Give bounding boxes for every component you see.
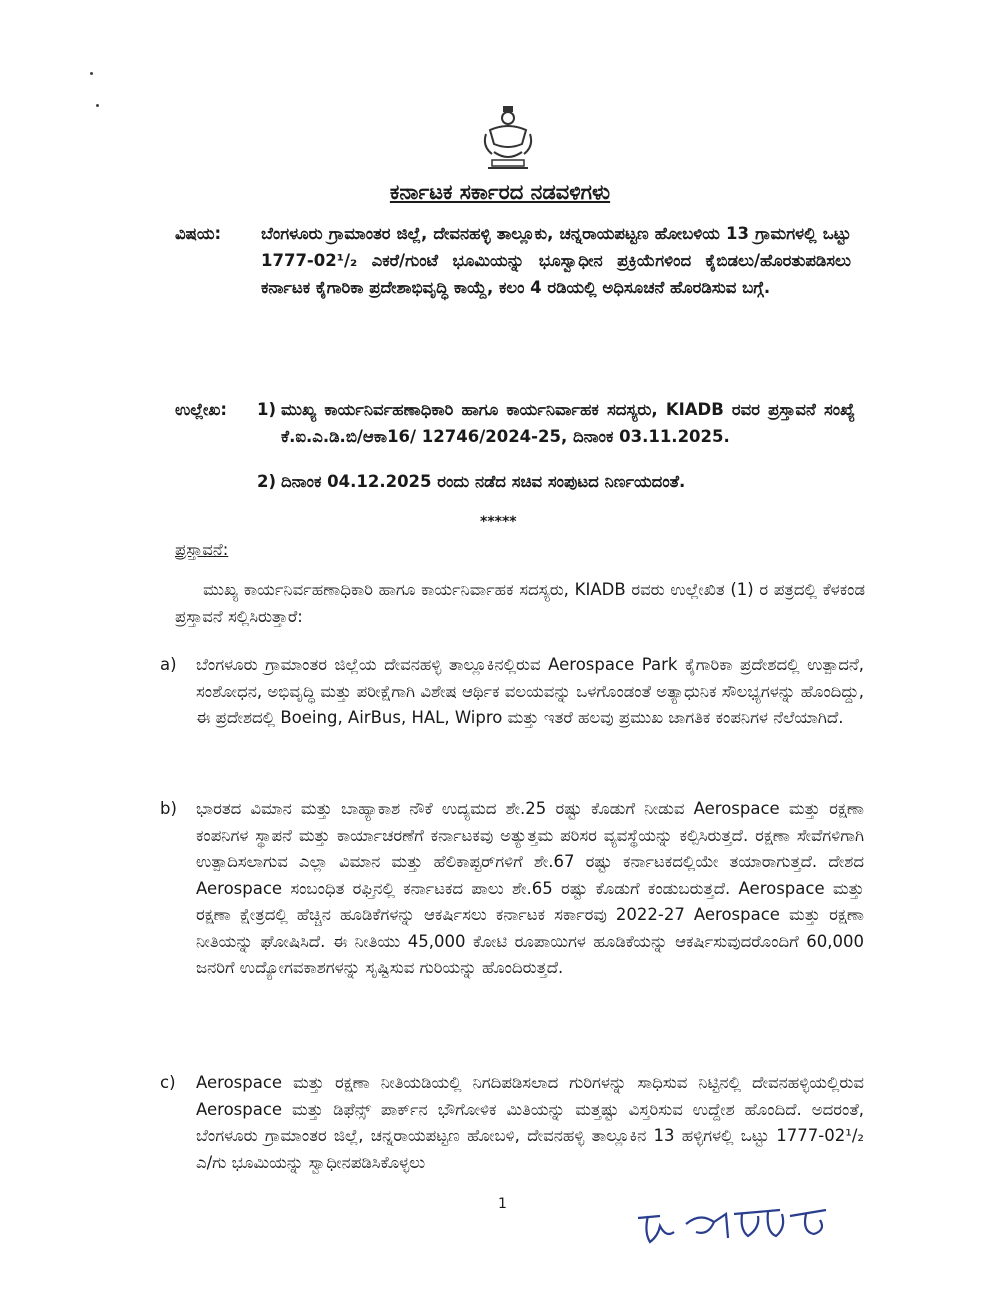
subject-text: ಬೆಂಗಳೂರು ಗ್ರಾಮಾಂತರ ಜಿಲ್ಲೆ, ದೇವನಹಳ್ಳಿ ತಾಲ್ಲೂಕು, ಚನ್ನರಾಯಪಟ್ಟಣ ಹೋಬಳಿಯ 13 ಗ್ರಾಮಗಳಲ್ಲಿ ಒಟ್ಟು 1777-02¹/₂ ಎಕರೆ/ಗುಂಟೆ ಭೂಮಿಯನ್ನು ಭೂಸ್ವಾಧೀನ ಪ್ರಕ್ರಿಯೆಗಳಿಂದ ಕೈಬಿಡಲು/ಹೊರತುಪಡಿಸಲು ಕರ್ನಾಟಕ ಕೈಗಾರಿಕಾ ಪ್ರದೇಶಾಭಿವೃದ್ಧಿ ಕಾಯ್ದೆ, ಕಲಂ 4 ರಡಿಯಲ್ಲಿ ಅಧಿಸೂಚನೆ ಹೊರಡಿಸುವ ಬಗ್ಗೆ. xyxy=(261,224,851,297)
reference-text: ಮುಖ್ಯ ಕಾರ್ಯನಿರ್ವಹಣಾಧಿಕಾರಿ ಹಾಗೂ ಕಾರ್ಯನಿರ್ವಾಹಕ ಸದಸ್ಯರು, KIADB ರವರ ಪ್ರಸ್ತಾವನೆ ಸಂಖ್ಯೆ ಕೆ.ಐ.ಎ.ಡಿ.ಬಿ/ಆಕಾ16/ 12746/2024-25, ದಿನಾಂಕ 03.11.2025. xyxy=(281,400,855,446)
karnataka-emblem-icon xyxy=(476,104,540,176)
scan-mark xyxy=(96,104,99,107)
scan-mark xyxy=(90,72,93,75)
reference-number: 2) xyxy=(257,472,277,491)
preamble-label: ಪ್ರಸ್ತಾವನೆ: xyxy=(175,540,229,559)
paragraph-text: ಭಾರತದ ವಿಮಾನ ಮತ್ತು ಬಾಹ್ಯಾಕಾಶ ನೌಕೆ ಉದ್ಯಮದ ಶೇ.25 ರಷ್ಟು ಕೊಡುಗೆ ನೀಡುವ Aerospace ಮತ್ತು ರಕ್ಷಣಾ ಕಂಪನಿಗಳ ಸ್ಥಾಪನೆ ಮತ್ತು ಕಾರ್ಯಾಚರಣೆಗೆ ಕರ್ನಾಟಕವು ಅತ್ಯುತ್ತಮ ಪರಿಸರ ವ್ಯವಸ್ಥೆಯನ್ನು ಕಲ್ಪಿಸಿರುತ್ತದೆ. ರಕ್ಷಣಾ ಸೇವೆಗಳಿಗಾಗಿ ಉತ್ಪಾದಿಸಲಾಗುವ ಎಲ್ಲಾ ವಿಮಾನ ಮತ್ತು ಹೆಲಿಕಾಪ್ಟರ್‌ಗಳಿಗೆ ಶೇ.67 ರಷ್ಟು ಕರ್ನಾಟಕದಲ್ಲಿಯೇ ತಯಾರಾಗುತ್ತದೆ. ದೇಶದ Aerospace ಸಂಬಂಧಿತ ರಫ್ತಿನಲ್ಲಿ ಕರ್ನಾಟಕದ ಪಾಲು ಶೇ.65 ರಷ್ಟು ಕೊಡುಗೆ ಕಂಡುಬರುತ್ತದೆ. Aerospace ಮತ್ತು ರಕ್ಷಣಾ ಕ್ಷೇತ್ರದಲ್ಲಿ ಹೆಚ್ಚಿನ ಹೂಡಿಕೆಗಳನ್ನು ಆಕರ್ಷಿಸಲು ಕರ್ನಾಟಕ ಸರ್ಕಾರವು 2022-27 Aerospace ಮತ್ತು ರಕ್ಷಣಾ ನೀತಿಯನ್ನು ಘೋಷಿಸಿದೆ. ಈ ನೀತಿಯು 45,000 ಕೋಟಿ ರೂಪಾಯಿಗಳ ಹೂಡಿಕೆಯನ್ನು ಆಕರ್ಷಿಸುವುದರೊಂದಿಗೆ 60,000 ಜನರಿಗೆ ಉದ್ಯೋಗವಕಾಶಗಳನ್ನು ಸೃಷ್ಟಿಸುವ ಗುರಿಯನ್ನು ಹೊಂದಿರುತ್ತದೆ. xyxy=(196,799,864,977)
paragraph-marker: b) xyxy=(160,799,177,818)
paragraph-marker: a) xyxy=(160,655,177,674)
separator: ***** xyxy=(480,514,517,530)
reference-label: ಉಲ್ಲೇಖ: xyxy=(175,400,227,419)
paragraph-marker: c) xyxy=(160,1073,176,1092)
page-number: 1 xyxy=(498,1196,507,1212)
reference-text: ದಿನಾಂಕ 04.12.2025 ರಂದು ನಡೆದ ಸಚಿವ ಸಂಪುಟದ ನಿರ್ಣಯದಂತೆ. xyxy=(281,472,686,491)
paragraph-text: Aerospace ಮತ್ತು ರಕ್ಷಣಾ ನೀತಿಯಡಿಯಲ್ಲಿ ನಿಗದಿಪಡಿಸಲಾದ ಗುರಿಗಳನ್ನು ಸಾಧಿಸುವ ನಿಟ್ಟಿನಲ್ಲಿ ದೇವನಹಳ್ಳಿಯಲ್ಲಿರುವ Aerospace ಮತ್ತು ಡಿಫೆನ್ಸ್ ಪಾರ್ಕ್‌ನ ಭೌಗೋಳಿಕ ಮಿತಿಯನ್ನು ಮತ್ತಷ್ಟು ವಿಸ್ತರಿಸುವ ಉದ್ದೇಶ ಹೊಂದಿದೆ. ಅದರಂತೆ, ಬೆಂಗಳೂರು ಗ್ರಾಮಾಂತರ ಜಿಲ್ಲೆ, ಚನ್ನರಾಯಪಟ್ಟಣ ಹೋಬಳಿ, ದೇವನಹಳ್ಳಿ ತಾಲ್ಲೂಕಿನ 13 ಹಳ್ಳಿಗಳಲ್ಲಿ ಒಟ್ಟು 1777-02¹/₂ ಎ/ಗು ಭೂಮಿಯನ್ನು ಸ್ವಾಧೀನಪಡಿಸಿಕೊಳ್ಳಲು xyxy=(196,1073,864,1172)
subject-label: ವಿಷಯ: xyxy=(175,224,222,243)
page-title: ಕರ್ನಾಟಕ ಸರ್ಕಾರದ ನಡವಳಿಗಳು xyxy=(389,180,611,204)
preamble-intro: ಮುಖ್ಯ ಕಾರ್ಯನಿರ್ವಹಣಾಧಿಕಾರಿ ಹಾಗೂ ಕಾರ್ಯನಿರ್ವಾಹಕ ಸದಸ್ಯರು, KIADB ರವರು ಉಲ್ಲೇಖಿತ (1) ರ ಪತ್ರದಲ್ಲಿ ಕೆಳಕಂಡ ಪ್ರಸ್ತಾವನೆ ಸಲ್ಲಿಸಿರುತ್ತಾರೆ: xyxy=(175,580,865,626)
paragraph-text: ಬೆಂಗಳೂರು ಗ್ರಾಮಾಂತರ ಜಿಲ್ಲೆಯ ದೇವನಹಳ್ಳಿ ತಾಲ್ಲೂಕಿನಲ್ಲಿರುವ Aerospace Park ಕೈಗಾರಿಕಾ ಪ್ರದೇಶದಲ್ಲಿ ಉತ್ಪಾದನೆ, ಸಂಶೋಧನ, ಅಭಿವೃದ್ಧಿ ಮತ್ತು ಪರೀಕ್ಷೆಗಾಗಿ ವಿಶೇಷ ಆರ್ಥಿಕ ವಲಯವನ್ನು ಒಳಗೊಂಡಂತೆ ಅತ್ಯಾಧುನಿಕ ಸೌಲಭ್ಯಗಳನ್ನು ಹೊಂದಿದ್ದು, ಈ ಪ್ರದೇಶದಲ್ಲಿ Boeing, AirBus, HAL, Wipro ಮತ್ತು ಇತರೆ ಹಲವು ಪ್ರಮುಖ ಜಾಗತಿಕ ಕಂಪನಿಗಳ ನೆಲೆಯಾಗಿದೆ. xyxy=(196,655,864,727)
handwritten-signature-icon xyxy=(630,1202,840,1252)
reference-number: 1) xyxy=(257,400,277,419)
